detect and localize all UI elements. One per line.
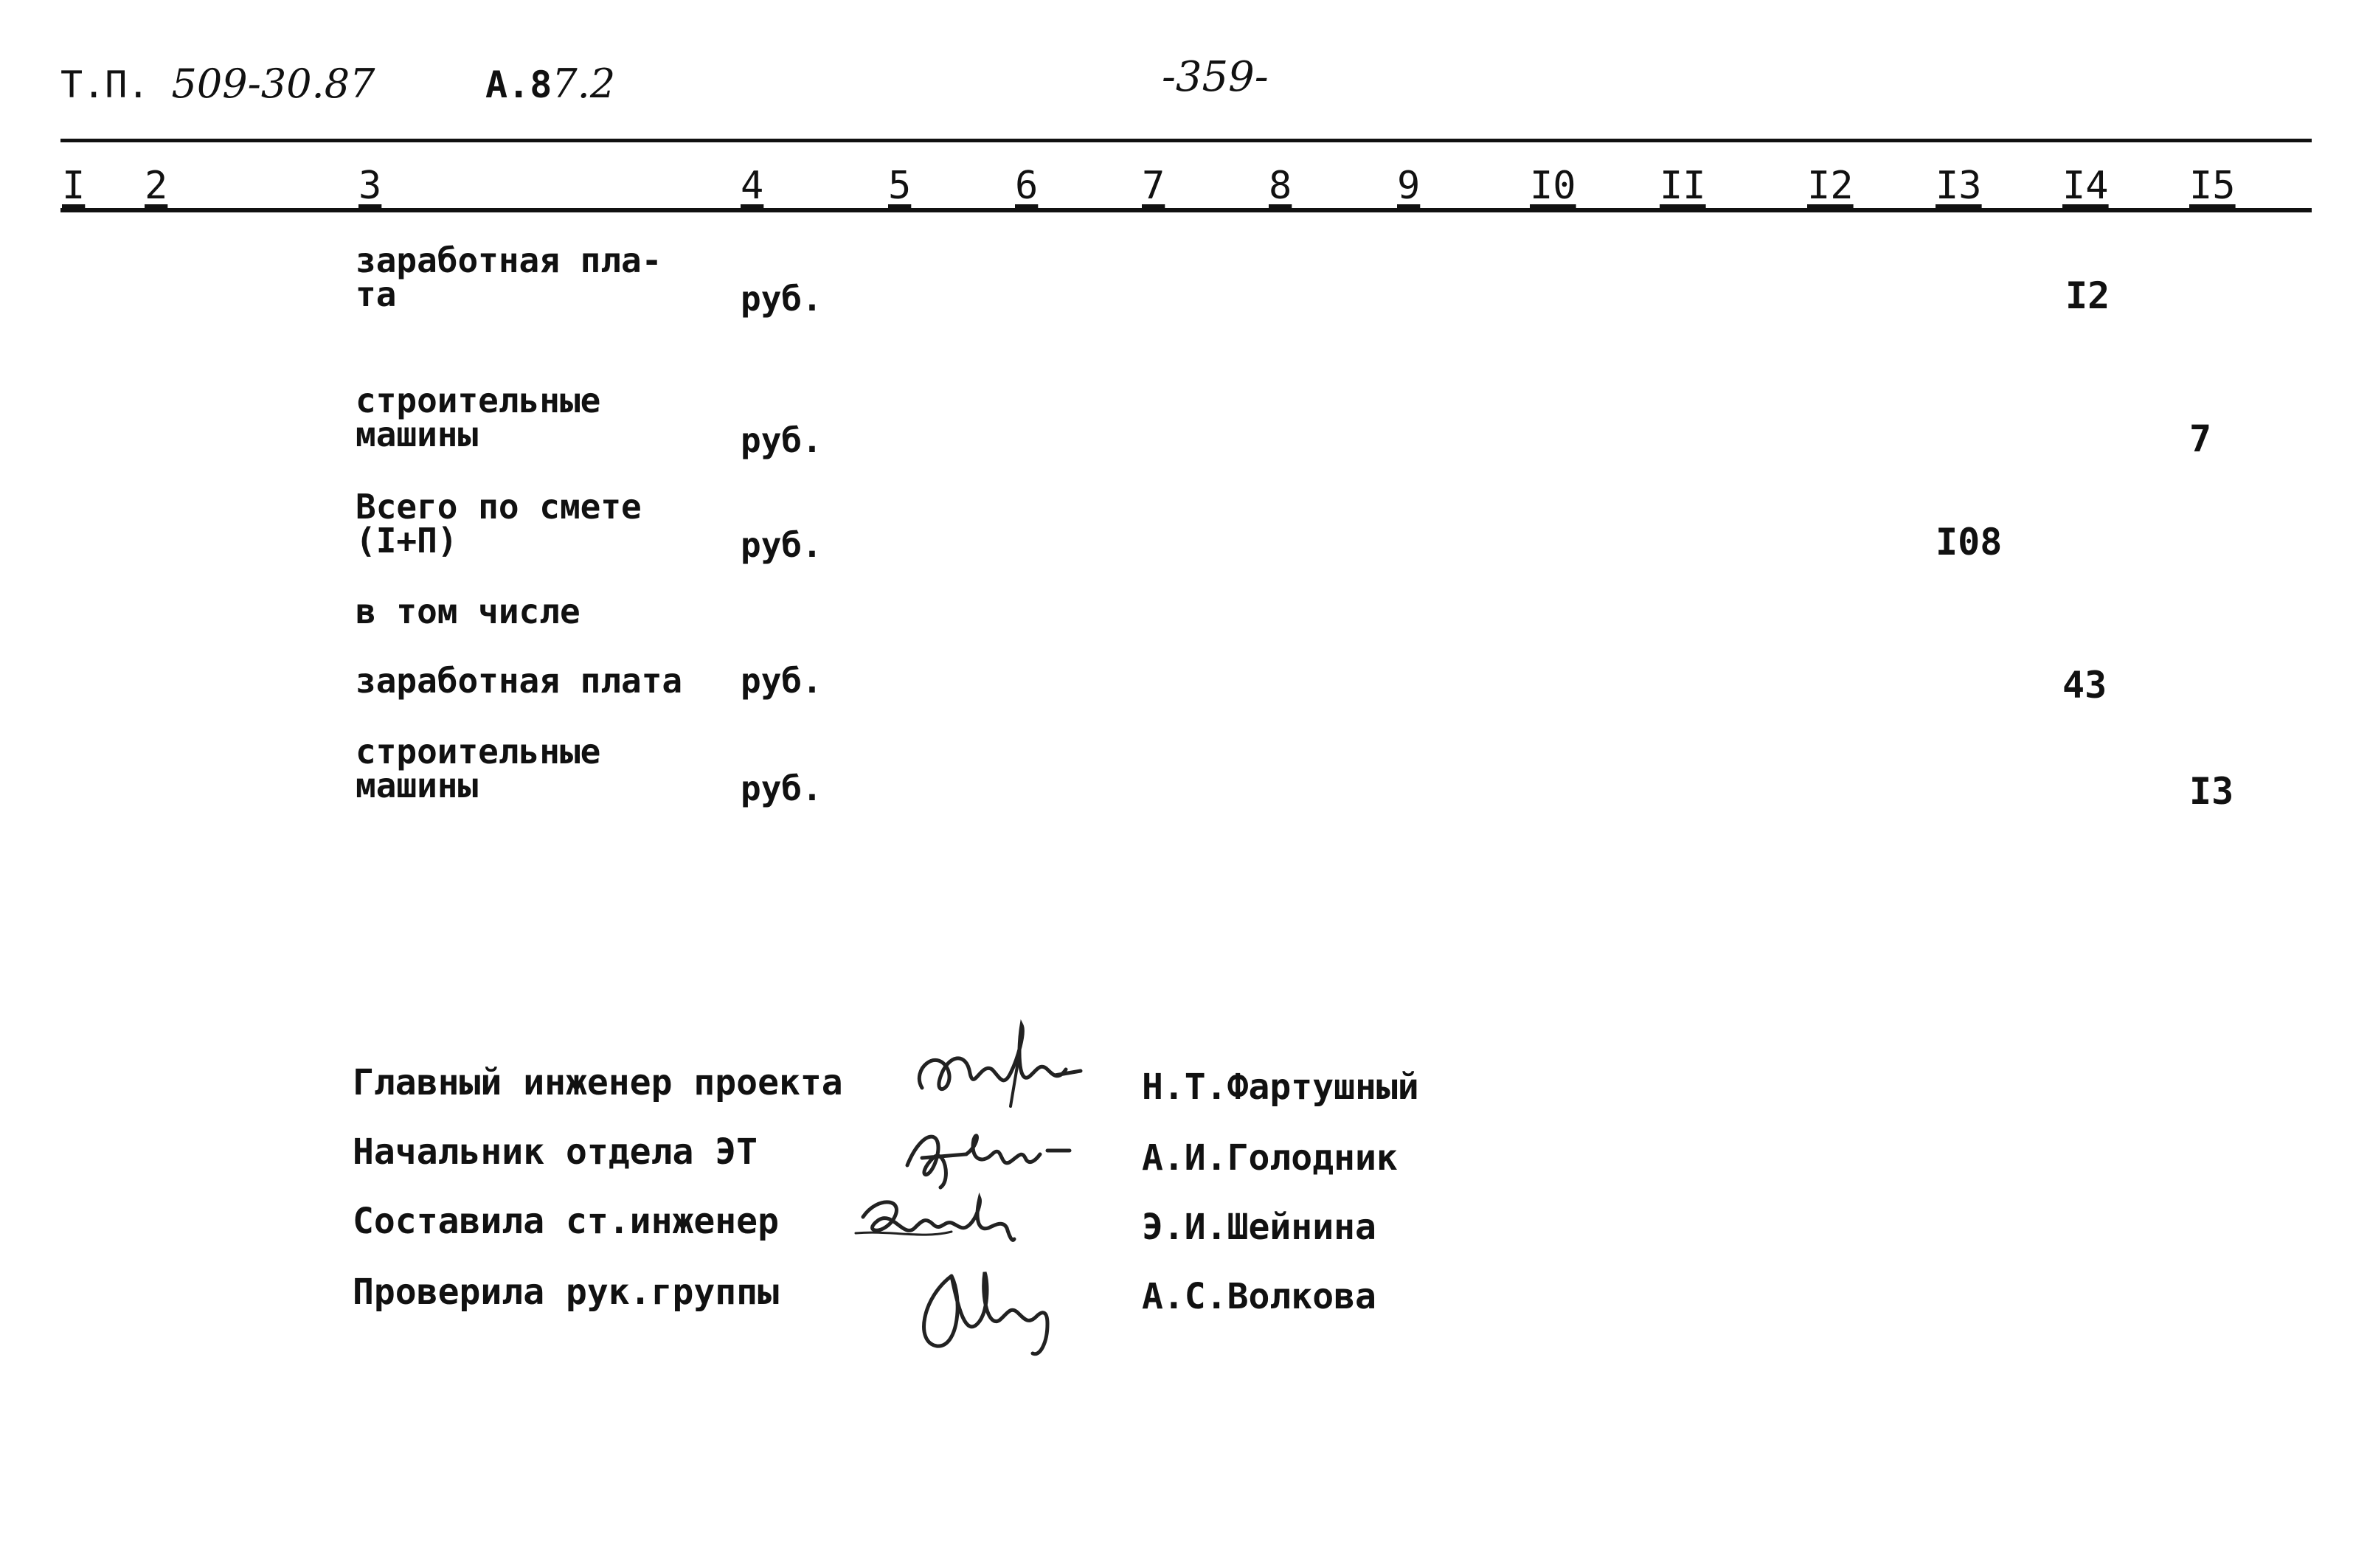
column-number: I4 [2062, 164, 2109, 208]
column-number: I0 [1530, 164, 1576, 208]
signatory-position: Начальник отдела ЭТ [353, 1131, 758, 1173]
row-value: I08 [1936, 521, 2003, 563]
row-label: строительные машины [356, 732, 601, 805]
page-number: -359- [1162, 53, 1269, 101]
row-unit: руб. [741, 769, 822, 808]
row-value: I3 [2189, 770, 2234, 813]
signatory-position: Проверила рук.группы [353, 1272, 779, 1313]
signatory-position: Составила ст.инженер [353, 1201, 779, 1242]
column-number: 4 [741, 164, 764, 208]
column-number: I2 [1807, 164, 1854, 208]
signatory-name: Э.И.Шейнина [1142, 1207, 1376, 1248]
row-value: 43 [2062, 664, 2107, 707]
table-top-rule [60, 139, 2312, 142]
column-number: 3 [358, 164, 382, 208]
row-value: I2 [2065, 274, 2110, 317]
row-unit: руб. [741, 661, 822, 701]
document-code [60, 60, 375, 107]
row-label: заработная плата [356, 661, 683, 701]
column-number: 6 [1015, 164, 1039, 208]
row-unit: руб. [741, 420, 822, 460]
column-number: 9 [1397, 164, 1421, 208]
signatory-name: А.И.Голодник [1142, 1137, 1398, 1179]
row-label: в том числе [356, 592, 581, 631]
column-number: I5 [2189, 164, 2236, 208]
column-number: 2 [145, 164, 168, 208]
row-label: Всего по смете (I+П) [356, 487, 642, 561]
column-number: 5 [888, 164, 912, 208]
signatory-name: А.С.Волкова [1142, 1276, 1376, 1317]
signatory-position: Главный инженер проекта [353, 1062, 843, 1103]
album-handwritten: 7.2 [552, 60, 616, 107]
signature-mark [907, 1254, 1070, 1364]
row-unit: руб. [741, 525, 822, 565]
code-handwritten: 509-30.87 [171, 60, 375, 107]
column-number: I3 [1936, 164, 1982, 208]
signature-mark [900, 1114, 1077, 1195]
code-printed: Т.П. [60, 63, 150, 106]
column-number: II [1660, 164, 1706, 208]
row-label: строительные машины [356, 381, 601, 454]
column-number: 7 [1142, 164, 1165, 208]
row-unit: руб. [741, 279, 822, 319]
column-number: I [62, 164, 86, 208]
album-code [485, 60, 615, 107]
row-value: 7 [2189, 417, 2212, 460]
signature-mark [907, 1018, 1084, 1114]
signature-mark [848, 1187, 1033, 1261]
row-label: заработная пла- та [356, 240, 662, 314]
album-printed: А.8 [485, 63, 552, 106]
table-header-rule [60, 208, 2312, 212]
signatory-name: Н.Т.Фартушный [1142, 1066, 1419, 1108]
column-number: 8 [1269, 164, 1292, 208]
